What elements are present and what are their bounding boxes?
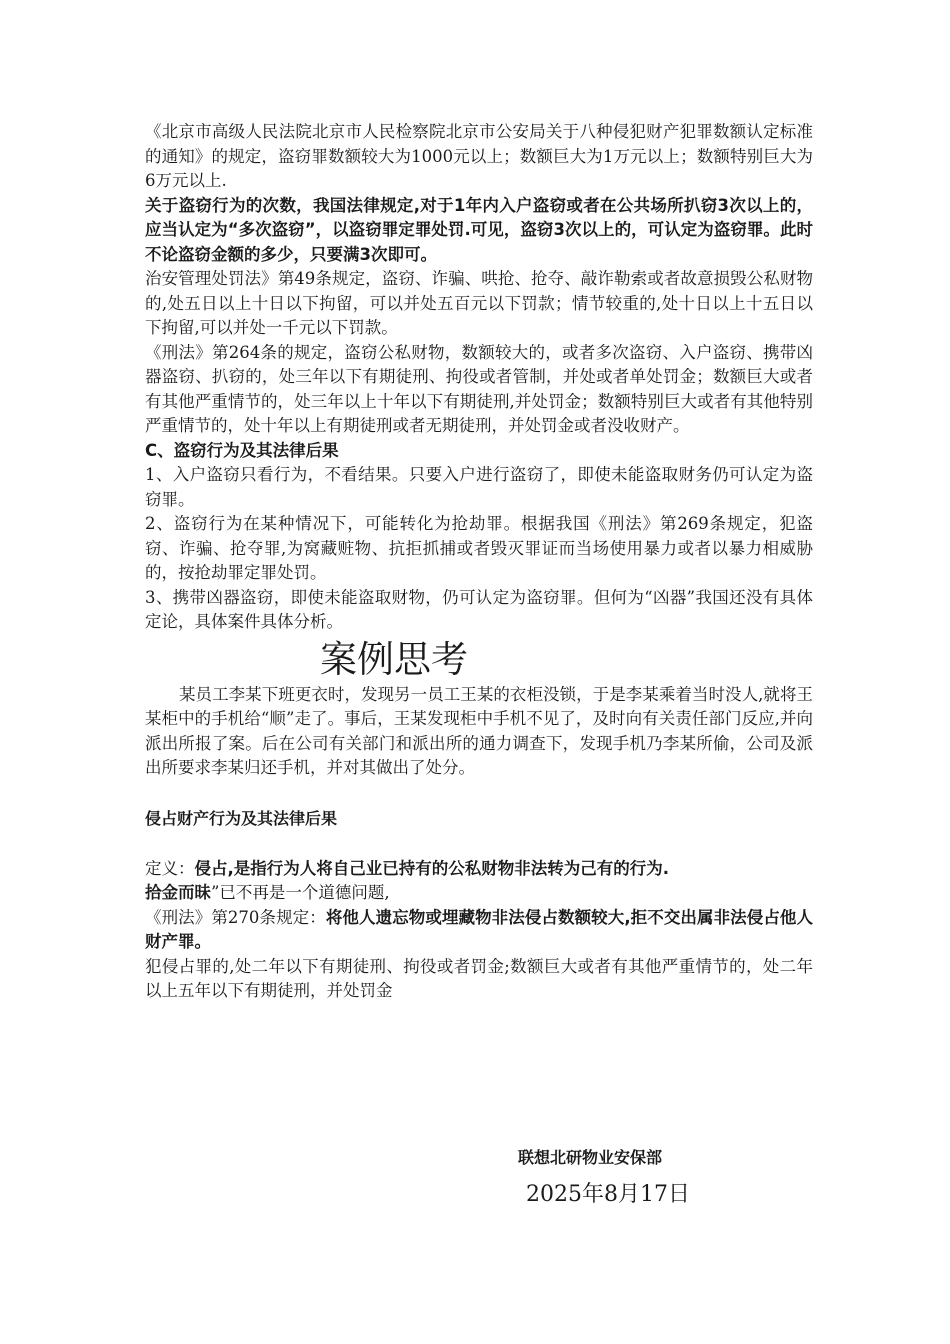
list-item-3: 3、携带凶器盗窃，即使未能盗取财物，仍可认定为盗窃罪。但何为“凶器”我国还没有具体定论，具体案件具体分析。 <box>145 587 813 631</box>
paragraph-multiple-theft: 关于盗窃行为的次数，我国法律规定,对于1年内入户盗窃或者在公共场所扒窃3次以上的，应当认定为“多次盗窃”，以盗窃罪定罪处罚.可见，盗窃3次以上的，可认定为盗窃罪。此时不论盗窃金额的多少，只要满3次即可。 <box>145 195 813 264</box>
heading-theft-consequences: C、盗窃行为及其法律后果 <box>145 440 339 460</box>
paragraph-criminal-law-264: 《刑法》第264条的规定，盗窃公私财物，数额较大的，或者多次盗窃、入户盗窃、携带凶器盗窃、扒窃的，处三年以下有期徒刑、拘役或者管制，并处或者单处罚金；数额巨大或者有其他严重情节的，处三年以上十年以下有期徒刑,并处罚金；数额特别巨大或者有其他特别严重情节的，处十年以上有期徒刑或者无期徒刑，并处罚金或者没收财产。 <box>145 342 813 435</box>
line2-bold: 拾金而昧 <box>145 883 211 902</box>
signature-date: 2025年8月17日 <box>526 1182 690 1207</box>
paragraph-public-security-law: 治安管理处罚法》第49条规定，盗窃、诈骗、哄抢、抢夺、敲诈勒索或者故意损毁公私财物的,处五日以上十日以下拘留，可以并处五百元以下罚款；情节较重的,处十日以上十五日以下拘留,可以并处一千元以下罚款。 <box>145 269 813 337</box>
signature-organization: 联想北研物业安保部 <box>518 1148 663 1167</box>
line3-bold: 将他人遗忘物或埋藏物非法侵占数额较大,拒不交出属非法侵占他人财产罪。 <box>145 907 813 951</box>
line3-prefix: 《刑法》第270条规定： <box>145 907 326 927</box>
line2-rest: ”已不再是一个道德问题, <box>211 883 390 902</box>
heading-embezzlement: 侵占财产行为及其法律后果 <box>145 808 338 828</box>
embezzlement-line-2 <box>145 881 813 906</box>
list-item-2: 2、盗窃行为在某种情况下，可能转化为抢劫罪。根据我国《刑法》第269条规定，犯盗窃、诈骗、抢夺罪,为窝藏赃物、抗拒抓捕或者毁灭罪证而当场使用暴力或者以暴力相威胁的，按抢劫罪定罪处罚。 <box>145 514 813 582</box>
case-study-body: 某员工李某下班更衣时，发现另一员工王某的衣柜没锁，于是李某乘着当时没人,就将王某柜中的手机给“顺”走了。事后，王某发现柜中手机不见了，及时向有关责任部门反应,并向派出所报了案。后在公司有关部门和派出所的通力调查下，发现手机乃李某所偷，公司及派出所要求李某归还手机，并对其做出了处分。 <box>145 684 813 777</box>
definition-prefix: 定义： <box>145 858 195 878</box>
list-item-1: 1、入户盗窃只看行为，不看结果。只要入户进行盗窃了，即使未能盗取财务仍可认定为盗窃罪。 <box>145 465 813 509</box>
embezzlement-penalty: 犯侵占罪的,处二年以下有期徒刑、拘役或者罚金;数额巨大或者有其他严重情节的，处二年以上五年以下有期徒刑，并处罚金 <box>145 956 813 1000</box>
case-study-title: 案例思考 <box>320 637 468 681</box>
definition-text: 侵占,是指行为人将自己业已持有的公私财物非法转为己有的行为. <box>194 858 670 878</box>
document-body <box>145 120 813 1004</box>
paragraph-theft-amount-standard: 《北京市高级人民法院北京市人民检察院北京市公安局关于八种侵犯财产犯罪数额认定标准的通知》的规定，盗窃罪数额较大为1000元以上；数额巨大为1万元以上；数额特别巨大为6万元以上. <box>145 122 813 190</box>
embezzlement-definition <box>145 857 813 882</box>
embezzlement-line-3 <box>145 906 813 955</box>
